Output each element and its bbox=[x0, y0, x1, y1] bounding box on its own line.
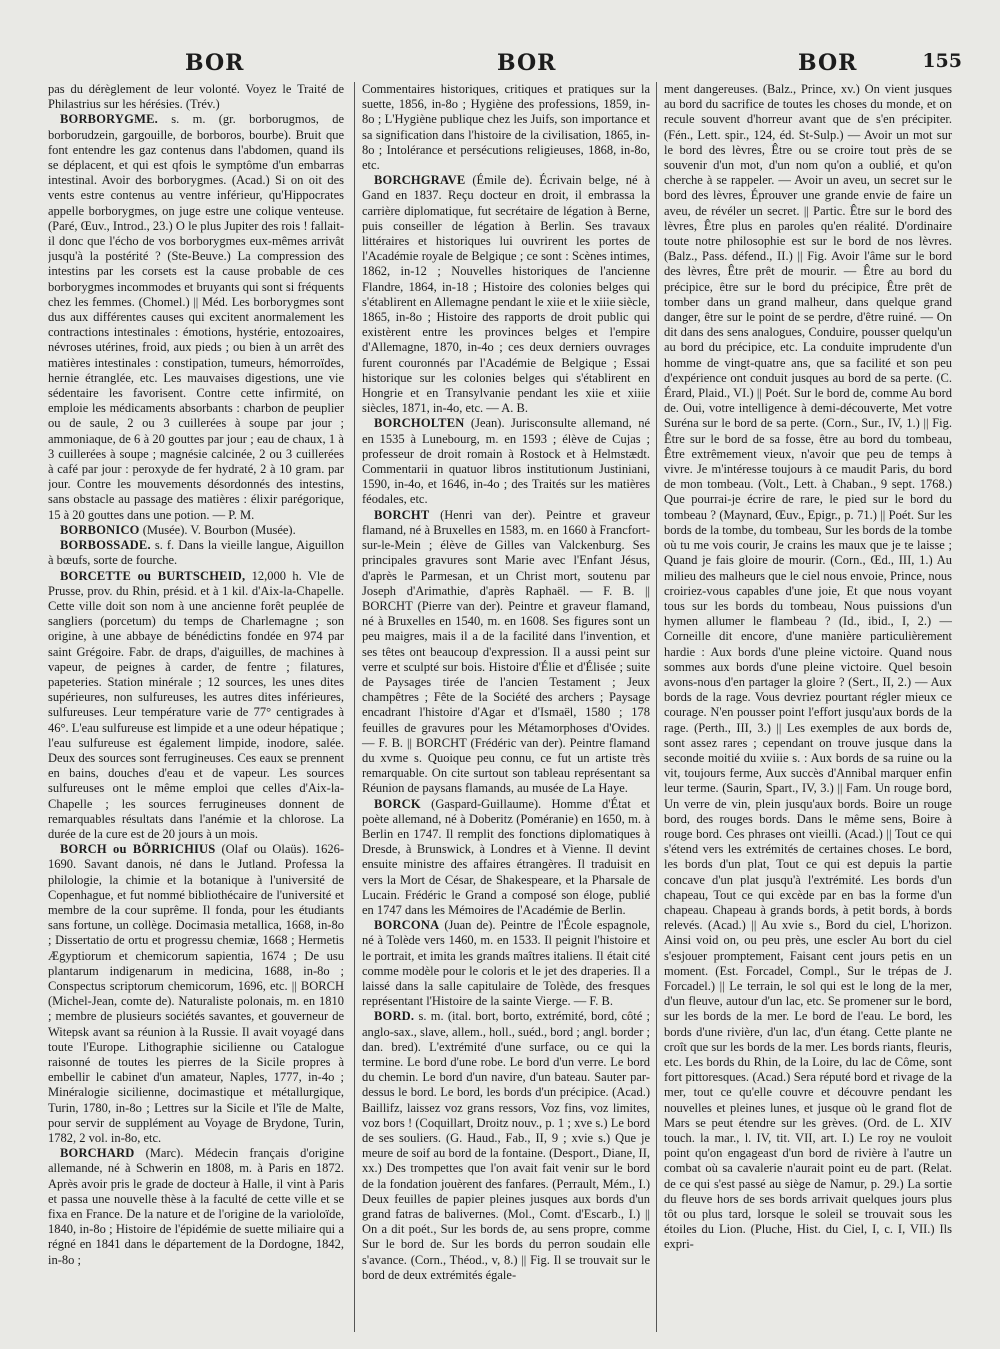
dictionary-entry bbox=[362, 416, 650, 507]
dictionary-entry bbox=[362, 173, 650, 416]
dictionary-entry bbox=[48, 82, 344, 112]
page-number: 155 bbox=[922, 50, 962, 72]
entry-headword: BORCK bbox=[374, 796, 421, 811]
entry-text: (Henri van der). Peintre et graveur flamand, né à Bruxelles en 1583, m. en 1660 à Francfort-sur-le-Mein ; élève de Gilles van Valckenburg. Ses principales gravures sont Marie avec l'Enfant Jésus, d'après le Parmesan, et un Christ mort, soutenu par Joseph d'Arimathie, d'après Raphaël. — F. B. || BORCHT (Pierre van der). Peintre et graveur flamand, né à Bruxelles en 1540, m. en 1608. Ses figures sont un peu maigres, mais il a de la facilité dans l'invention, et ses têtes ont beaucoup d'expression. Il a aussi peint sur verre et sculpté sur bois. Histoire d'Élie et d'Élisée ; suite de Paysages tirée de l'ancien Testament ; Jeux champêtres ; Fête de la Société des archers ; Paysage encadrant l'histoire d'Agar et d'Ismaël, 1580 ; 178 feuilles de gravures pour les Métamorphoses d'Ovides. — F. B. || BORCHT (Frédéric van der). Peintre flamand du xvme s. Quoique peu connu, ce fut un artiste très remarquable. On cite surtout son tableau représentant sa Réunion de paysans flamands, au musée de La Haye. bbox=[362, 507, 650, 796]
entry-text: (Émile de). Écrivain belge, né à Gand en 1837. Reçu docteur en droit, il embrassa la carrière diplomatique, fut secrétaire de légation à Berne, puis conseiller de légation à Berlin. Ses travaux littéraires et historiques lui ouvrirent les portes de l'Académie royale de Belgique ; ce sont : Scènes intimes, 1862, in-12 ; Nouvelles historiques de l'ancienne Flandre, 1864, in-18 ; Histoire des colonies belges qui s'établirent en Allemagne pendant le xiie et le xiiie siècle, 1865, in-8o ; Histoire des rapports de droit public qui existèrent entre les provinces belges et l'empire d'Allemagne, 1870, in-4o ; ces deux derniers ouvrages furent couronnés par l'Académie de Belgique ; Essai historique sur les colonies belges qui s'établirent en Hongrie et en Transylvanie pendant les xiie et xiiie siècles, 1871, in-4o, etc. — A. B. bbox=[362, 173, 650, 416]
text-column-2 bbox=[354, 82, 650, 1332]
entry-headword: BORBONICO bbox=[60, 522, 140, 537]
entry-text: (Musée). V. Bourbon (Musée). bbox=[142, 522, 296, 537]
dictionary-entry bbox=[48, 569, 344, 843]
entry-headword: BORCHARD bbox=[60, 1146, 135, 1161]
running-head-left: BOR bbox=[185, 50, 245, 76]
dictionary-entry bbox=[48, 538, 344, 568]
running-head bbox=[50, 50, 970, 80]
entry-text: (Juan de). Peintre de l'École espagnole, né à Tolède vers 1460, m. en 1533. Il peignit l'histoire et le portrait, et imita les grands maîtres italiens. Il était cité comme modèle pour le coloris et le jet des draperies. Il a laissé dans la salle capitulaire de Tolède, des fresques représentant l'Histoire de la sainte Vierge. — F. B. bbox=[362, 918, 650, 1009]
dictionary-entry bbox=[48, 523, 344, 538]
entry-headword: BORCONA bbox=[374, 918, 440, 933]
entry-text: Commentaires historiques, critiques et pratiques sur la suette, 1856, in-8o ; Hygiène des professions, 1859, in-8o ; L'Hygiène publique chez les Juifs, son importance et sa signification dans l'histoire de la civilisation, 1865, in-8o ; Intolérance et persécutions religieuses, 1868, in-8o, etc. bbox=[362, 82, 650, 173]
dictionary-entry bbox=[48, 842, 344, 1146]
dictionary-entry bbox=[664, 82, 952, 1253]
entry-headword: BORCETTE ou BURTSCHEID, bbox=[60, 568, 246, 583]
dictionary-entry bbox=[362, 797, 650, 919]
entry-headword: BORCHT bbox=[374, 507, 430, 522]
dictionary-entry bbox=[362, 1009, 650, 1283]
entry-text: pas du dérèglement de leur volonté. Voyez le Traité de Philastrius sur les hérésies. (Trév.) bbox=[48, 82, 344, 112]
dictionary-entry bbox=[48, 1146, 344, 1268]
entry-text: 12,000 h. Vle de Prusse, prov. du Rhin, présid. et à 1 kil. d'Aix-la-Chapelle. Cette ville doit son nom à une ancienne forêt peuplée de sangliers (porcetum) du temps de Charlemagne ; son origine, à une abbaye de bénédictins fondée en 974 par saint Grégoire. Fabr. de draps, d'aiguilles, de machines à vapeur, de peignes à carder, de fentre ; filatures, papeteries. Station minérale ; 12 sources, les unes dites supérieures, non sulfureuses, les autres dites inférieures, sulfureuses. Leur température varie de 77° centigrades à 46°. L'eau sulfureuse est limpide et a une odeur hépatique ; l'eau sulfureuse est également limpide, inodore, salée. Deux des sources sont ferrugineuses. Ces eaux se prennent en bains, douches d'eau et de vapeur. Les sources sulfureuses ont le même emploi que celles d'Aix-la-Chapelle ; les sources ferrugineuses donnent de remarquables résultats dans l'anémie et la chlorose. La durée de la cure est de 20 jours à un mois. bbox=[48, 568, 344, 841]
entry-headword: BORBOSSADE. bbox=[60, 538, 151, 553]
entry-text: s. m. (gr. borborugmos, de borborudzein, gargouille, de borboros, bourbe). Bruit que font entendre les gaz contenus dans l'abdomen, quand ils se déplacent, et qui est qfois le symptôme d'un embarras intestinal. Avoir des borborygmes. (Acad.) Si on oit des vents estre contenus au ventre inférieur, qu'Hippocrates appelle borborygmes, on juge estre une colique venteuse. (Paré, Œuv., Introd., 23.) O le plus Jupiter des rois ! fallait-il donc que l'écho de vos borborygmes eux-mêmes arrivât jusqu'à la postérité ? (Ste-Beuve.) La compression des intestins par les corsets est la cause probable de ces borborygmes incommodes et bruyants qui sont si fréquents chez les femmes. (Chomel.) || Méd. Les borborygmes sont dus aux différentes causes qui excitent anormalement les contractions intestinales : émotions, hystérie, entozoaires, névroses utérines, froid, aux pieds ; ou bien à un arrêt des matières intestinales : constipation, tumeurs, hémorroïdes, hernie étranglée, etc. Les mauvaises digestions, une vie sédentaire les favorisent. Contre cette infirmité, on emploie les médicaments absorbants : charbon de peuplier ou de saule, 2 ou 3 cuillerées à soupe par jour ; ammoniaque, de 6 à 20 gouttes par jour ; eau de chaux, 1 à 3 cuillerées à soupe ; magnésie calcinée, 2 ou 3 cuillerées à café par jour : peroxyde de fer hydraté, 2 à 10 gram. par jour. Contre les mouvements désordonnés des intestins, sans obstacle au passage des matières : élixir parégorique, 15 à 20 gouttes dans une potion. — P. M. bbox=[48, 112, 344, 522]
entry-text: s. f. Dans la vieille langue, Aiguillon à bœufs, sorte de fourche. bbox=[48, 538, 344, 568]
dictionary-entry bbox=[362, 508, 650, 797]
entry-headword: BORCHOLTEN bbox=[374, 416, 465, 431]
dictionary-entry bbox=[362, 918, 650, 1009]
text-column-3 bbox=[656, 82, 952, 1332]
entry-headword: BORCH ou BÖRRICHIUS bbox=[60, 842, 216, 857]
running-head-center: BOR bbox=[497, 50, 557, 76]
entry-headword: BORBORYGME. bbox=[60, 112, 158, 127]
dictionary-entry bbox=[362, 82, 650, 173]
entry-text: (Gaspard-Guillaume). Homme d'État et poète allemand, né à Doberitz (Poméranie) en 1650, m. à Berlin en 1747. Il remplit des fonctions diplomatiques à Dresde, à Brunswick, à Londres et à Vienne. Il devint ensuite ministre des affaires étrangères. Il traduisit en vers la Mort de César, de Shakespeare, et la Pharsale de Lucain. Frédéric le Grand a composé son éloge, publié en 1747 dans les Mémoires de l'Académie de Berlin. bbox=[362, 796, 650, 917]
entry-text: (Jean). Jurisconsulte allemand, né en 1535 à Lunebourg, m. en 1593 ; élève de Cujas ; professeur de droit romain à Rostock et à Helmstædt. Commentarii in quatuor libros institutionum Justiniani, 1590, in-4o, et 1646, in-4o ; des Traités sur les matières féodales, etc. bbox=[362, 416, 650, 507]
running-head-right: BOR bbox=[798, 50, 858, 76]
entry-text: (Olaf ou Olaüs). 1626-1690. Savant danois, né dans le Jutland. Professa la philologie, la chimie et la botanique à l'université de Copenhague, et fut nommé bibliothécaire de l'université et membre de la cour suprême. Il fonda, pour les étudiants sans fortune, un collège. Docimasia metallica, 1668, in-8o ; Dissertatio de ortu et progressu chemiæ, 1668 ; Hermetis Ægyptiorum et chemicorum sapientia, 1674 ; De usu plantarum indigenarum in medicina, 1688, in-8o ; Conspectus scriptorum chemicorum, 1696, etc. || BORCH (Michel-Jean, comte de). Naturaliste polonais, m. en 1810 ; membre de plusieurs sociétés savantes, et gouverneur de Witepsk avant sa réunion à la Russie. Il avait voyagé dans toute l'Europe. Lithographie sicilienne ou Catalogue raisonné de toutes les pierres de la Sicile propres à embellir le cabinet d'un amateur, Naples, 1777, in-4o ; Minéralogie sicilienne, docimastique et métallurgique, Turin, 1780, in-8o ; Lettres sur la Sicile et l'île de Malte, pour servir de supplément au Voyage de Brydone, Turin, 1782, 2 vol. in-8o, etc. bbox=[48, 842, 344, 1146]
entry-headword: BORCHGRAVE bbox=[374, 173, 466, 188]
entry-text: (Marc). Médecin français d'origine allemande, né à Schwerin en 1808, m. à Paris en 1872. Après avoir pris le grade de docteur à Halle, il vint à Paris et passa une nouvelle thèse à la faculté de cette ville et se fixa en France. De la nature et de l'origine de la variolоïde, 1840, in-8o ; Histoire de l'épidémie de suette miliaire qui a régné en 1841 dans le département de la Dordogne, 1842, in-8o ; bbox=[48, 1146, 344, 1267]
dictionary-entry bbox=[48, 112, 344, 522]
entry-headword: BORD. bbox=[374, 1009, 415, 1024]
entry-text: s. m. (ital. bort, borto, extrémité, bord, côté ; anglo-sax., slave, allem., holl., suéd., bord ; angl. border ; dan. bred). L'extrémité d'une surface, ou ce qui la termine. Le bord d'une robe. Le bord d'un verre. Le bord du chemin. Le bord d'un navire, d'un bateau. Sauter par-dessus le bord. Le bord, les bords d'un précipice. (Acad.) Baillifz, laissez voz grans ressors, Voz fins, voz limites, voz bors ! (Coquillart, Droitz nouv., p. 1 ; xve s.) Le bord de ses souliers. (G. Haud., Fab., II, 9 ; xvie s.) Que je meure de soif au bord de la fontaine. (Desport., Diane, II, xx.) Des trompettes que l'on avait fait venir sur le bord de la fondation jouèrent des fanfares. (Perrault, Mém., I.) Deux feuilles de papier pleines jusques aux bords d'un grand fatras de balivernes. (Mol., Comt. d'Escarb., I.) || On a dit poét., Sur les bords de, au sens propre, comme Sur le bord de. Sur les bords du perron soudain elle s'avance. (Corn., Théod., v, 8.) || Fig. Il se trouvait sur le bord de deux extrémités égale- bbox=[362, 1009, 650, 1282]
entry-text: ment dangereuses. (Balz., Prince, xv.) On vient jusques au bord du sacrifice de toutes les choses du monde, et on recule souvent d'horreur avant que de s'en précipiter. (Fén., Lett. spir., 124, éd. St-Sulp.) — Avoir un mot sur le bord des lèvres, Être ou se croire tout près de se souvenir d'un mot, d'un nom qu'on a oublié, et qu'on cherche à se rappeler. — Avoir un aveu, un secret sur le bord des lèvres, Éprouver une grande envie de faire un aveu, de révéler un secret. || Partic. Être sur le bord des lèvres, Être plus en paroles qu'en réalité. D'ordinaire toute notre philosophie est sur le bord de nos lèvres. (Balz., Pass. défend., II.) || Fig. Avoir l'âme sur le bord des lèvres, Être prêt de mourir. — Être au bord du précipice, être sur le bord du précipice, Être prêt de tomber dans un grand malheur, dans quelque grand danger, être sur le point de se perdre, d'être ruiné. — On dit dans des sens analogues, Conduire, pousser quelqu'un au bord du précipice, etc. La conduite imprudente d'un homme de vingt-quatre ans, que sa facilité et son peu d'expérience ont conduit jusques au bord de sa perte. (C. Érard, Plaid., VI.) || Poét. Sur le bord de, comme Au bord de. Oui, votre intelligence à demi-découverte, Met votre Suréna sur le bord de sa perte. (Corn., Sur., IV, 1.) || Fig. Être sur le bord de sa fosse, être au bord du tombeau, Être extrêmement vieux, n'avoir que peu de temps à vivre. Je m'intéresse toujours à ce maudit Paris, du bord de mon tombeau. (Volt., Lett. à Chaban., 9 sept. 1768.) Que pourrai-je écrire de rare, le pied sur le bord du tombeau ? (Maynard, Œuv., Epigr., p. 71.) || Poét. Sur les bords de la tombe, du tombeau, Sur les bords de la tombe où tu me vois courir, Je crains les maux que je te laisse ; Quand je fais gloire de mourir. (Corn., Œd., III, 1.) Au milieu des malheurs que le ciel nous envoie, Prince, nous croiriez-vous capables d'une joie, Et que nous voyant tous sur les bords du tombeau, Nous puissions d'un hymen allumer le flambeau ? (Id., ibid., I, 2.) — Corneille dit encore, d'une manière particulièrement hardie : Aux bords d'une pleine victoire. Quand nous sommes aux bords d'une pleine victoire. Quel besoin avons-nous d'en partager la gloire ? (Sert., II, 2.) — Aux bords de la rage. Vous devriez pourtant régler mieux ce courage. N'en pousser point l'effort jusqu'aux bords de la rage. (Perth., III, 3.) || Les exemples de aux bords de, sont assez rares ; cependant on trouve jusque dans la seconde moitié du xviiie s. : Aux bords de sa ruine ou la vit, toujours ferme, Aux succès d'Annibal marquer enfin leur terme. (Saurin, Spart., IV, 3.) || Fam. Un rouge bord, Un verre de vin, plein jusqu'aux bords. Boire un rouge bord, des rouges bords. Dans le même sens, Boire à rouge bord. Ces phrases ont vieilli. (Acad.) || Tout ce qui s'étend vers les extrémités de certaines choses. Le bord, les bords d'un plat, Tout ce qui est depuis la partie concave d'un plat jusqu'à l'extrémité. Les bords d'un chapeau, Tout ce qui excède par en bas la forme d'un chapeau. Chapeau à grands bords, à petit bords, à bords relevés. (Acad.) || Au xvie s., Bord du ciel, L'horizon. Ainsi void on, ou peu près, une escler Au bort du ciel s'esjouer promptement, Faisant cent jours petis en un moment. (Est. Forcadel, Compl., Sur le trépas de J. Forcadel.) || Le terrain, le sol qui est le long de la mer, d'un fleuve, autour d'un lac, etc. Se promener sur le bord, sur les bords de la mer. Le bord de l'eau. Le bord, les bords d'une rivière, d'un lac, d'un étang. Cette plante ne croît que sur les bords de la mer. Les bords riants, fleuris, etc. Les bords du Rhin, de la Loire, du lac de Côme, sont fort pittoresques. (Acad.) Sera réputé bord et rivage de la mer, tout ce qu'elle couvre et découvre pendant les nouvelles et pleines lunes, et jusque où le grand flot de Mars se peut étendre sur les grèves. (Ord. de L. XIV touch. la mar., l. IV, tit. VII, art. I.) Le roy ne vouloit point qu'on engageast d'un bord de rivière à l'autre un combat où sa cavalerie n'aurait point eu de part. (Relat. de ce qui s'est passé au siège de Namur, p. 29.) La sortie du fleuve hors de ses bords arrivait quelques jours plus tôt ou plus tard, lorsque le soleil se trouvait sous les étoiles du Lion. (Pluche, Hist. du Ciel, I, c. I, VII.) Ils expri- bbox=[664, 82, 952, 1252]
text-column-1 bbox=[48, 82, 344, 1332]
